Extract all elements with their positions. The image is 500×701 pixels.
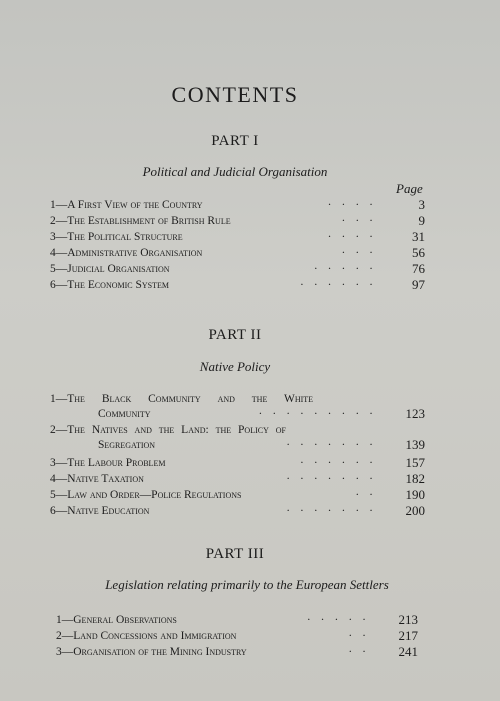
toc-entry-label: 3—Organisation of the Mining Industry: [56, 646, 247, 658]
toc-entry-label: 5—Judicial Organisation: [50, 263, 170, 275]
part-3-title: PART III: [205, 546, 265, 562]
part-1-subtitle: Political and Judicial Organisation: [142, 164, 328, 179]
toc-entry-label: 6—Native Education: [50, 505, 150, 517]
toc-entry-label: 1—The Black Community and the White: [50, 393, 314, 405]
toc-entry: [50, 422, 425, 454]
toc-entry-page: 182: [405, 471, 425, 486]
toc-entry-page: 217: [398, 628, 418, 643]
leader-dots: ·····: [306, 614, 376, 626]
toc-entry-label: 3—The Labour Problem: [50, 457, 166, 469]
leader-dots: ······: [300, 457, 383, 469]
toc-entry-page: 56: [412, 245, 425, 260]
toc-entry-label: 2—The Establishment of British Rule: [50, 215, 231, 227]
toc-entry: [56, 612, 418, 628]
toc-entry: [50, 455, 425, 471]
toc-entry-page: 157: [405, 455, 425, 470]
toc-entry-page: 3: [418, 197, 425, 212]
leader-dots: ··: [348, 630, 376, 642]
toc-entry-page: 31: [412, 229, 425, 244]
toc-entry: [56, 644, 418, 660]
leader-dots: ·······: [286, 439, 383, 451]
leader-dots: ······: [300, 279, 383, 291]
leader-dots: ·····: [313, 263, 383, 275]
toc-entry: [50, 229, 425, 245]
part-1-title: PART I: [211, 133, 259, 149]
toc-entry-page: 241: [398, 644, 418, 659]
toc-entry: [56, 628, 418, 644]
leader-dots: ·········: [258, 408, 383, 420]
leader-dots: ··: [355, 489, 383, 501]
toc-entry-label-continued: Community: [98, 408, 151, 420]
toc-entry-page: 123: [405, 406, 425, 421]
toc-entry-page: 190: [405, 487, 425, 502]
toc-entry: [50, 197, 425, 213]
page-column-label: Page: [396, 181, 423, 196]
toc-entry-page: 213: [398, 612, 418, 627]
toc-entry: [50, 261, 425, 277]
toc-entry: [50, 503, 425, 519]
toc-entry: [50, 487, 425, 503]
leader-dots: ····: [327, 199, 383, 211]
toc-entry-label: 6—The Economic System: [50, 279, 170, 291]
toc-entry-page: 97: [412, 277, 425, 292]
toc-entry: [50, 471, 425, 487]
toc-entry-label: 2—Land Concessions and Immigration: [56, 630, 237, 642]
toc-entry: [50, 391, 425, 423]
leader-dots: ·······: [286, 473, 383, 485]
toc-entry-page: 76: [412, 261, 425, 276]
toc-entry-label: 4—Administrative Organisation: [50, 247, 203, 259]
toc-entry-label: 2—The Natives and the Land: the Policy of: [50, 424, 286, 436]
leader-dots: ·······: [286, 505, 383, 517]
toc-entry-label: 3—The Political Structure: [50, 231, 183, 243]
leader-dots: ··: [348, 646, 376, 658]
toc-entry: [50, 277, 425, 293]
toc-entry-page: 200: [405, 503, 425, 518]
toc-entry-label: 5—Law and Order—Police Regulations: [50, 489, 242, 501]
part-3-subtitle: Legislation relating primarily to the European Settlers: [105, 577, 389, 592]
part-2-title: PART II: [208, 327, 262, 343]
leader-dots: ····: [327, 231, 383, 243]
toc-entry-page: 139: [405, 437, 425, 452]
toc-entry-label: 4—Native Taxation: [50, 473, 144, 485]
toc-entry-page: 9: [418, 213, 425, 228]
toc-entry: [50, 213, 425, 229]
toc-entry: [50, 245, 425, 261]
toc-entry-label: 1—A First View of the Country: [50, 199, 203, 211]
toc-entry-label-continued: Segregation: [98, 439, 156, 451]
part-2-subtitle: Native Policy: [199, 359, 271, 374]
toc-entry-label: 1—General Observations: [56, 614, 177, 626]
leader-dots: ···: [341, 247, 383, 259]
leader-dots: ···: [341, 215, 383, 227]
contents-title: CONTENTS: [171, 82, 299, 107]
